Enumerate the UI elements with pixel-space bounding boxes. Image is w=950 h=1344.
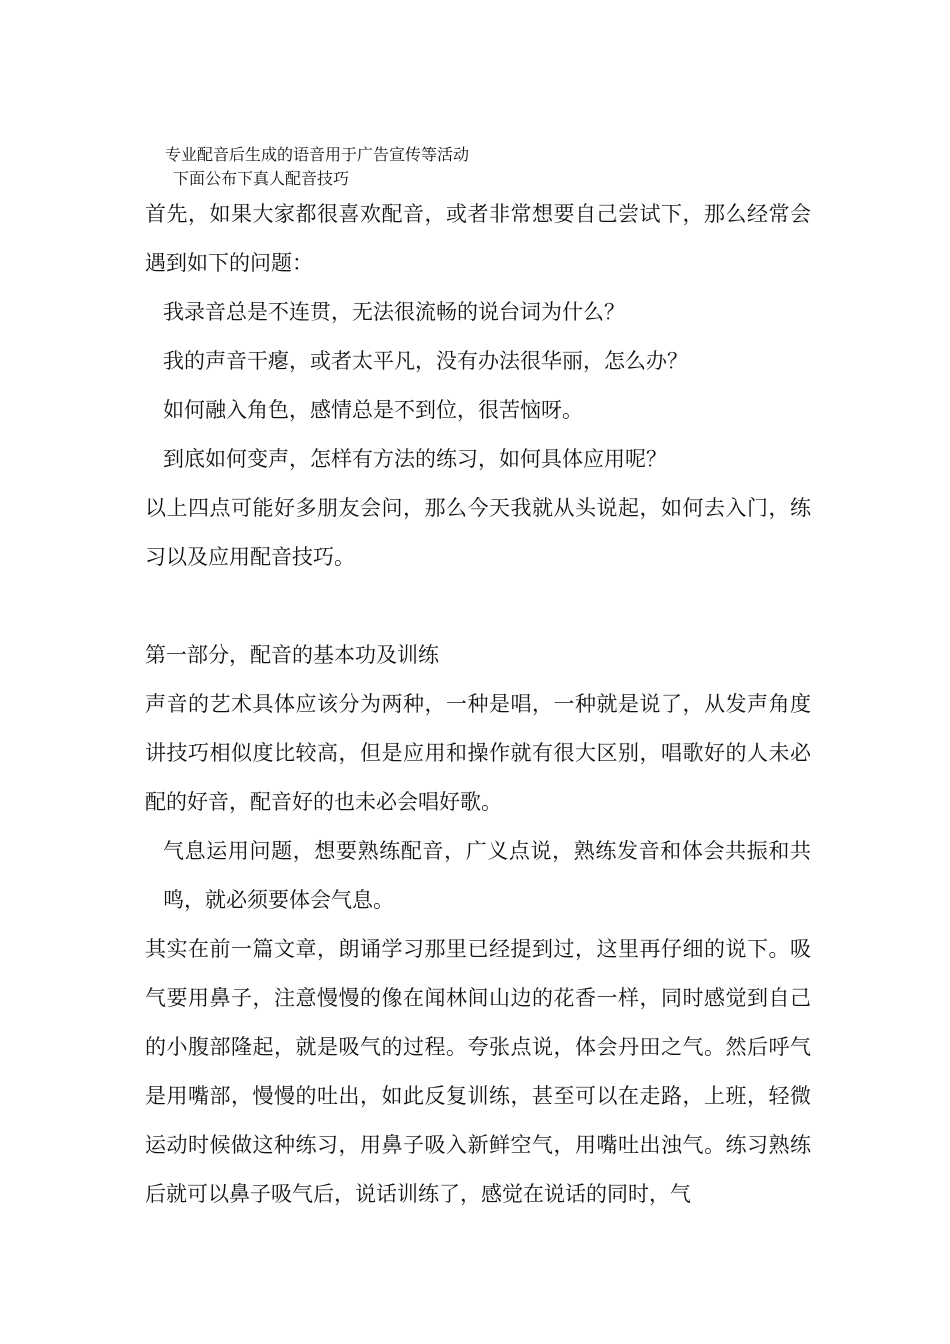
- header-line-2: 下面公布下真人配音技巧: [173, 169, 350, 188]
- question-3: 如何融入角色，感情总是不到位，很苦恼呀。: [163, 398, 583, 422]
- document-body: [145, 190, 811, 1219]
- header-line-1: 专业配音后生成的语音用于广告宣传等活动: [165, 145, 470, 164]
- intro-conclusion: 以上四点可能好多朋友会问，那么今天我就从头说起，如何去入门，练习以及应用配音技巧。: [145, 496, 811, 569]
- paragraph-gap: [145, 582, 811, 631]
- section-paragraph-1: 声音的艺术具体应该分为两种，一种是唱，一种就是说了，从发声角度讲技巧相似度比较高，但是应用和操作就有很大区别，唱歌好的人未必配的好音，配音好的也未必会唱好歌。: [145, 692, 811, 814]
- question-4: 到底如何变声，怎样有方法的练习，如何具体应用呢？: [163, 447, 667, 471]
- section-paragraph-2: 气息运用问题，想要熟练配音，广义点说，熟练发音和体会共振和共鸣，就必须要体会气息。: [163, 839, 811, 912]
- question-1: 我录音总是不连贯，无法很流畅的说台词为什么？: [163, 300, 625, 324]
- intro-paragraph: 首先，如果大家都很喜欢配音，或者非常想要自己尝试下，那么经常会遇到如下的问题：: [145, 202, 811, 275]
- section-title: 第一部分，配音的基本功及训练: [145, 643, 439, 667]
- question-2: 我的声音干瘪，或者太平凡，没有办法很华丽，怎么办？: [163, 349, 688, 373]
- section-paragraph-3: 其实在前一篇文章，朗诵学习那里已经提到过，这里再仔细的说下。吸气要用鼻子，注意慢慢的像在闻林间山边的花香一样，同时感觉到自己的小腹部隆起，就是吸气的过程。夸张点说，体会丹田之气。然后呼气是用嘴部，慢慢的吐出，如此反复训练，甚至可以在走路，上班，轻微运动时候做这种练习，用鼻子吸入新鲜空气，用嘴吐出浊气。练习熟练后就可以鼻子吸气后，说话训练了，感觉在说话的同时，气: [145, 937, 811, 1206]
